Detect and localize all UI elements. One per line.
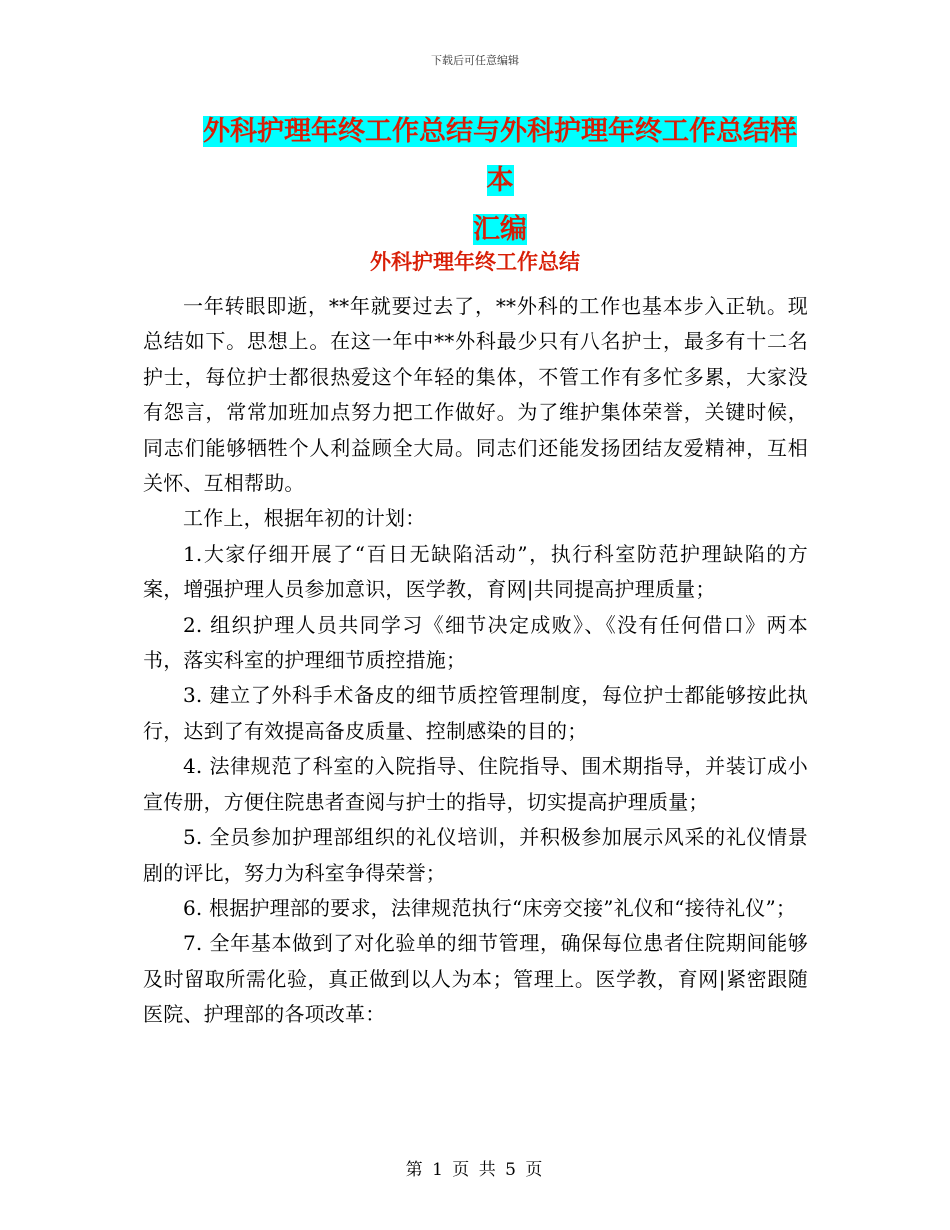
document-title <box>190 107 810 254</box>
header-note: 下载后可任意编辑 <box>431 54 519 67</box>
section-title: 外科护理年终工作总结 <box>370 250 580 274</box>
list-item-1: 1.大家仔细开展了“百日无缺陷活动”，执行科室防范护理缺陷的方案，增强护理人员参加意识，医学教，育网|共同提高护理质量； <box>143 541 808 602</box>
body-text <box>143 289 808 1033</box>
list-item-7: 7. 全年基本做到了对化验单的细节管理，确保每位患者住院期间能够及时留取所需化验，真正做到以人为本；管理上。医学教，育网|紧密跟随医院、护理部的各项改革： <box>143 931 808 1027</box>
list-item-4: 4. 法律规范了科室的入院指导、住院指导、围术期指导，并装订成小宣传册，方便住院患者查阅与护士的指导，切实提高护理质量； <box>143 754 808 814</box>
page-number: 第 1 页 共 5 页 <box>405 1160 545 1180</box>
document-title-line2: 汇编 <box>473 214 527 245</box>
list-item-5: 5. 全员参加护理部组织的礼仪培训，并积极参加展示风采的礼仪情景剧的评比，努力为科室争得荣誉； <box>143 825 808 885</box>
list-item-3: 3. 建立了外科手术备皮的细节质控管理制度，每位护士都能够按此执行，达到了有效提高备皮质量、控制感染的目的； <box>143 683 808 743</box>
paragraph-work-plan: 工作上，根据年初的计划： <box>183 506 426 531</box>
paragraph-intro: 一年转眼即逝，**年就要过去了，**外科的工作也基本步入正轨。现总结如下。思想上。在这一年中**外科最少只有八名护士，最多有十二名护士，每位护士都很热爱这个年轻的集体，不管工作有多忙多累，大家没有怨言，常常加班加点努力把工作做好。为了维护集体荣誉，关键时候，同志们能够牺牲个人利益顾全大局。同志们还能发扬团结友爱精神，互相关怀、互相帮助。 <box>143 294 808 496</box>
document-title-line1: 外科护理年终工作总结与外科护理年终工作总结样本 <box>203 116 797 196</box>
list-item-6: 6. 根据护理部的要求，法律规范执行“床旁交接”礼仪和“接待礼仪”； <box>183 895 797 920</box>
list-item-2: 2. 组织护理人员共同学习《细节决定成败》、《没有任何借口》两本书，落实科室的护理细节质控措施； <box>143 612 808 673</box>
